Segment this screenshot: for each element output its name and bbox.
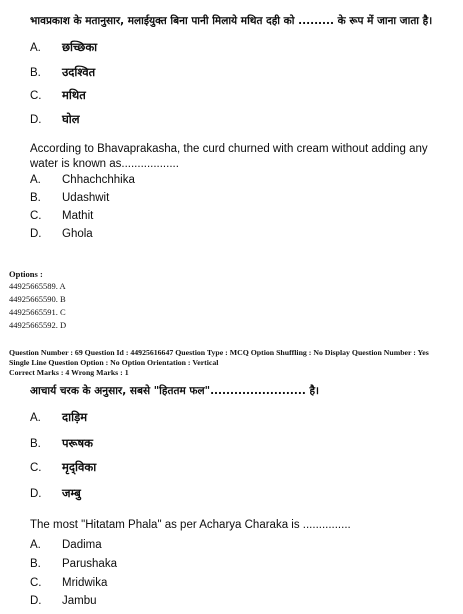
q68-english-question: According to Bhavaprakasha, the curd churned with cream without adding any water is known as..................: [30, 143, 428, 170]
option-text: परूषक: [62, 436, 93, 450]
option-letter: D.: [30, 114, 42, 126]
q68-hindi-question: भावप्रकाश के मतानुसार, मलाईयुक्त बिना पानी मिलाये मथित दही को ......... के रूप में जाना जाता है।: [30, 15, 433, 27]
q68-english-option-a: [30, 173, 135, 187]
q68-hindi-option-d: [30, 112, 80, 127]
option-text: Chhachchhika: [62, 174, 135, 186]
options-heading: Options :: [9, 269, 43, 279]
option-text: मृद्‌विका: [62, 460, 97, 474]
option-letter: A.: [30, 174, 41, 186]
option-text: छच्छिका: [62, 40, 98, 54]
q68-hindi-option-b: [30, 65, 95, 80]
option-letter: D.: [30, 488, 42, 500]
q69-meta-line2: Single Line Question Option : No Option Orientation : Vertical: [9, 358, 219, 367]
option-letter: B.: [30, 192, 41, 204]
q69-meta: [9, 348, 457, 378]
option-id-b: 44925665590. B: [9, 294, 66, 304]
option-letter: B.: [30, 438, 41, 450]
q69-english-option-c: [30, 576, 107, 590]
option-text: मथित: [62, 88, 86, 102]
q69-hindi-option-d: [30, 486, 81, 501]
option-letter: B.: [30, 558, 41, 570]
option-text: Ghola: [62, 228, 93, 240]
q69-meta-line3: Correct Marks : 4 Wrong Marks : 1: [9, 368, 129, 377]
option-text: उदश्वित: [62, 65, 96, 79]
q68-english-option-c: [30, 209, 93, 223]
option-letter: D.: [30, 228, 42, 240]
option-letter: C.: [30, 210, 42, 222]
option-letter: C.: [30, 462, 42, 474]
q68-english-option-d: [30, 227, 93, 241]
option-text: Jambu: [62, 595, 97, 607]
q69-english-question: The most "Hitatam Phala" as per Acharya Charaka is ...............: [30, 519, 351, 531]
option-id-c: 44925665591. C: [9, 307, 66, 317]
q68-hindi-option-a: [30, 40, 97, 55]
q69-hindi-option-c: [30, 460, 96, 475]
option-letter: D.: [30, 595, 42, 607]
option-text: Mathit: [62, 210, 94, 222]
option-letter: A.: [30, 539, 41, 551]
q69-english-option-a: [30, 538, 102, 552]
q69-meta-line1: Question Number : 69 Question Id : 44925616647 Question Type : MCQ Option Shuffling : No Display Question Number : Yes: [9, 348, 429, 357]
option-text: Udashwit: [62, 192, 110, 204]
option-text: Mridwika: [62, 577, 108, 589]
option-letter: A.: [30, 412, 41, 424]
option-text: जम्बु: [62, 486, 81, 500]
q69-hindi-question: आचार्य चरक के अनुसार, सबसे "हिततम फल"........................ है।: [30, 385, 320, 397]
option-letter: C.: [30, 577, 42, 589]
option-letter: C.: [30, 90, 42, 102]
q69-english-option-b: [30, 557, 117, 571]
option-text: Parushaka: [62, 558, 117, 570]
option-text: घोल: [62, 112, 80, 126]
q68-hindi-option-c: [30, 88, 86, 103]
option-id-d: 44925665592. D: [9, 320, 67, 330]
option-letter: A.: [30, 42, 41, 54]
q69-hindi-option-a: [30, 410, 87, 425]
option-letter: B.: [30, 67, 41, 79]
option-text: दाड़िम: [62, 410, 88, 424]
option-text: Dadima: [62, 539, 102, 551]
q68-english-option-b: [30, 191, 109, 205]
q69-english-option-d: [30, 594, 97, 608]
q69-hindi-option-b: [30, 436, 93, 451]
option-id-a: 44925665589. A: [9, 281, 66, 291]
